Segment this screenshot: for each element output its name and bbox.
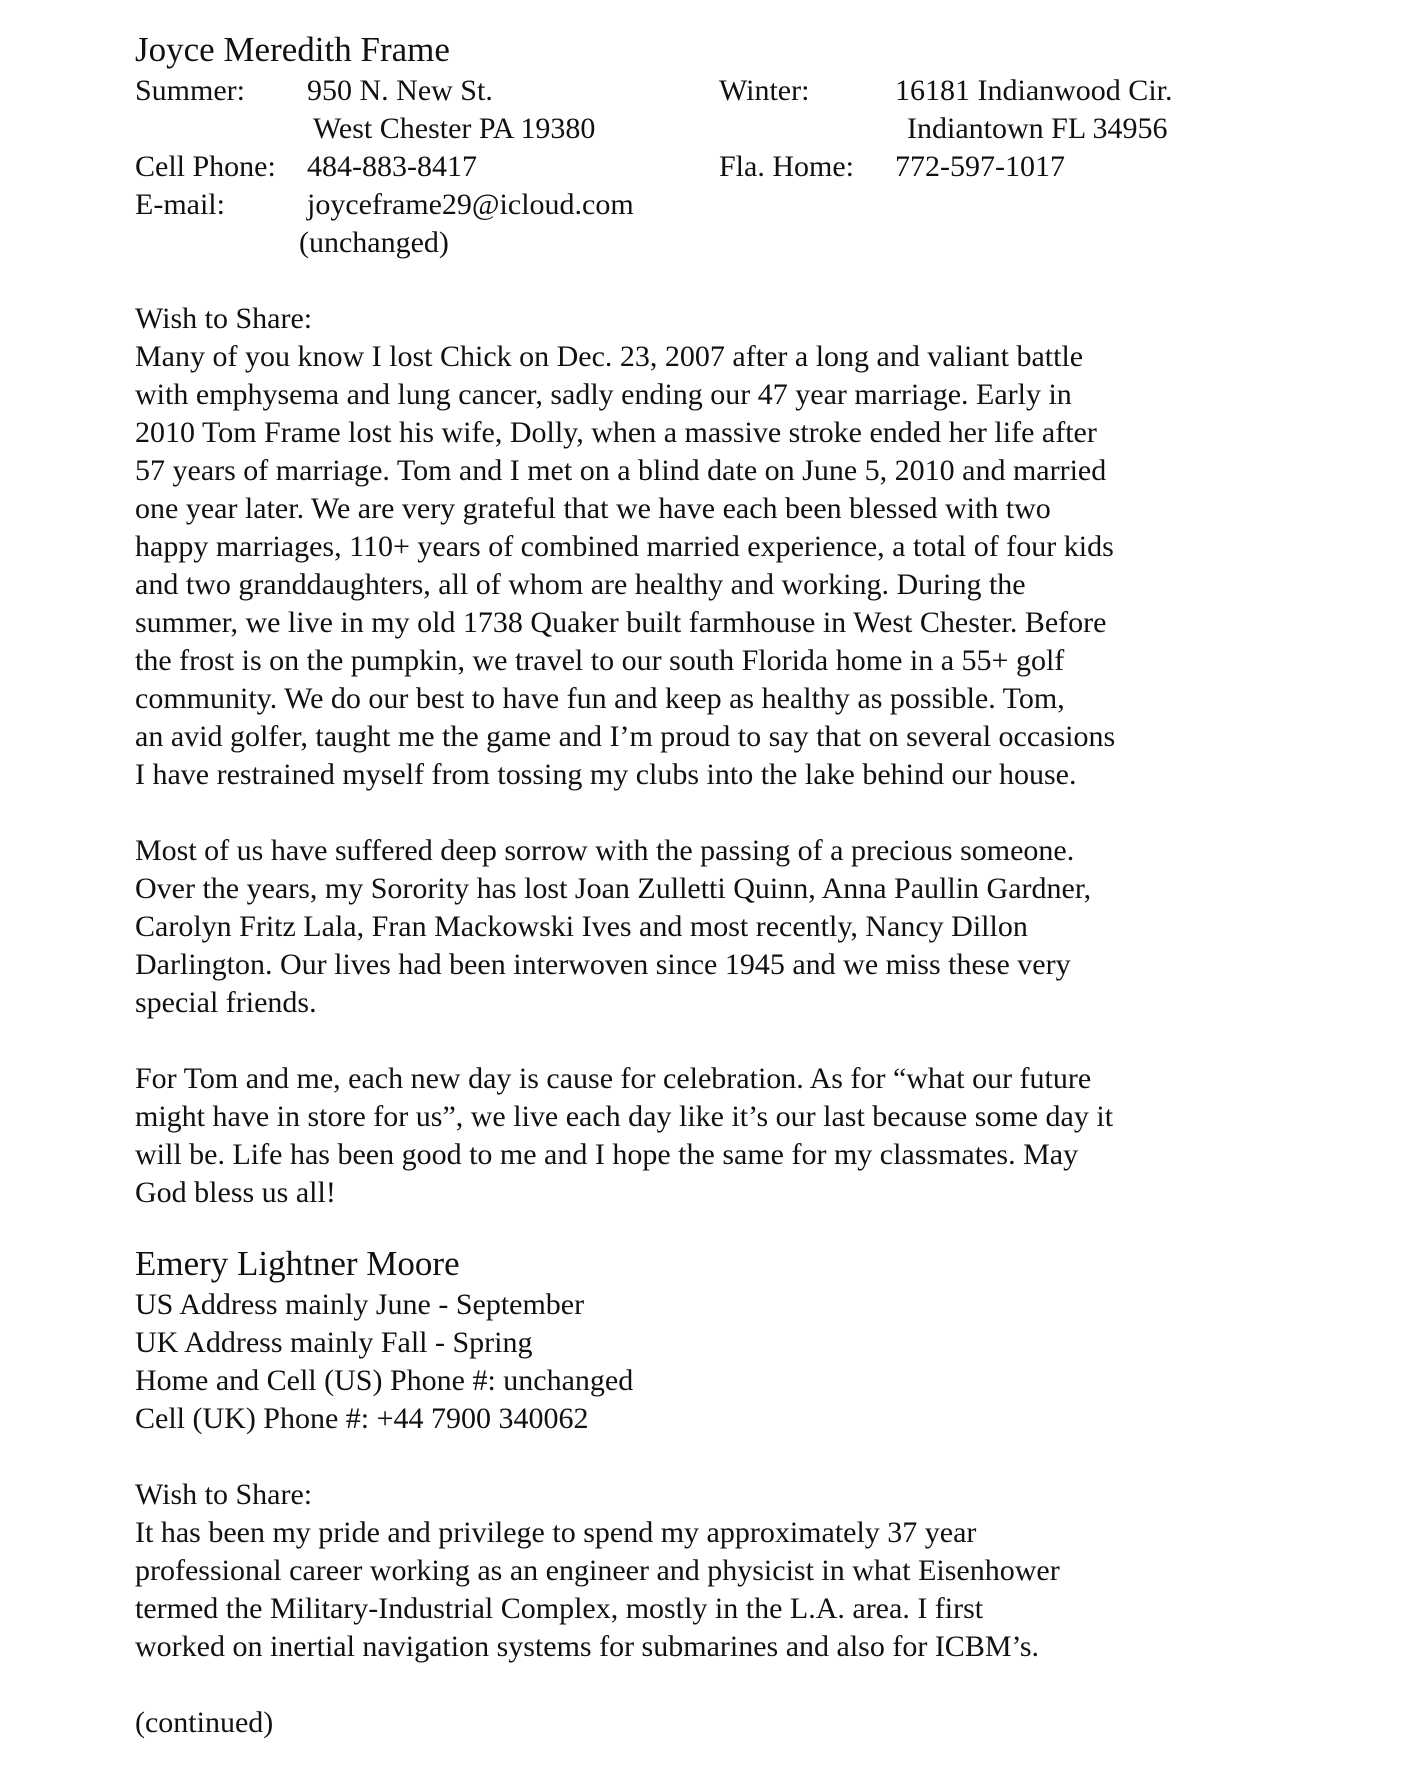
paragraph-line: I have restrained myself from tossing my clubs into the lake behind our house. <box>135 758 1077 791</box>
paragraph-line: 2010 Tom Frame lost his wife, Dolly, when a massive stroke ended her life after <box>135 416 1097 449</box>
summer-label: Summer: <box>135 74 245 107</box>
address-line2-row <box>135 110 1265 148</box>
paragraph-line: 57 years of marriage. Tom and I met on a blind date on June 5, 2010 and married <box>135 454 1107 487</box>
paragraph-line: Many of you know I lost Chick on Dec. 23, 2007 after a long and valiant battle <box>135 340 1084 373</box>
fla-home-value: 772-597-1017 <box>895 150 1065 183</box>
person1-paragraph-2 <box>135 832 1265 1022</box>
paragraph-line: might have in store for us”, we live each day like it’s our last because some day it <box>135 1100 1114 1133</box>
summer-winter-row <box>135 72 1265 110</box>
paragraph-line: an avid golfer, taught me the game and I’m proud to say that on several occasions <box>135 720 1116 753</box>
person1-wish-label: Wish to Share: <box>135 302 313 335</box>
paragraph-line: will be. Life has been good to me and I hope the same for my classmates. May <box>135 1138 1079 1171</box>
person2-address-block <box>135 1286 1265 1438</box>
paragraph-line: worked on inertial navigation systems for submarines and also for ICBM’s. <box>135 1630 1040 1663</box>
cell-phone-value: 484-883-8417 <box>307 150 477 183</box>
document-page <box>135 28 1265 1742</box>
summer-address-line2: West Chester PA 19380 <box>313 112 596 145</box>
person1-paragraph-1 <box>135 338 1265 794</box>
paragraph-line: Over the years, my Sorority has lost Joan Zulletti Quinn, Anna Paullin Gardner, <box>135 872 1092 905</box>
winter-address-line2: Indiantown FL 34956 <box>907 112 1168 145</box>
winter-address-line1: 16181 Indianwood Cir. <box>895 74 1173 107</box>
address-line: Cell (UK) Phone #: +44 7900 340062 <box>135 1402 589 1435</box>
paragraph-line: For Tom and me, each new day is cause for celebration. As for “what our future <box>135 1062 1092 1095</box>
paragraph-line: It has been my pride and privilege to spend my approximately 37 year <box>135 1516 977 1549</box>
phone-row <box>135 148 1265 186</box>
paragraph-line: and two granddaughters, all of whom are healthy and working. During the <box>135 568 1026 601</box>
email-note-row <box>135 224 1265 262</box>
paragraph-line: with emphysema and lung cancer, sadly ending our 47 year marriage. Early in <box>135 378 1072 411</box>
address-line: UK Address mainly Fall - Spring <box>135 1326 533 1359</box>
summer-address-line1: 950 N. New St. <box>307 74 493 107</box>
paragraph-line: special friends. <box>135 986 317 1019</box>
fla-home-label: Fla. Home: <box>719 150 854 183</box>
person1-paragraph-3 <box>135 1060 1265 1212</box>
paragraph-line: the frost is on the pumpkin, we travel to our south Florida home in a 55+ golf <box>135 644 1065 677</box>
paragraph-line: termed the Military-Industrial Complex, mostly in the L.A. area. I first <box>135 1592 984 1625</box>
paragraph-line: Carolyn Fritz Lala, Fran Mackowski Ives and most recently, Nancy Dillon <box>135 910 1028 943</box>
paragraph-line: Most of us have suffered deep sorrow with the passing of a precious someone. <box>135 834 1075 867</box>
paragraph-line: one year later. We are very grateful that we have each been blessed with two <box>135 492 1051 525</box>
person2-paragraph-1 <box>135 1514 1265 1666</box>
person2-wish-label: Wish to Share: <box>135 1478 313 1511</box>
paragraph-line: community. We do our best to have fun and keep as healthy as possible. Tom, <box>135 682 1065 715</box>
email-label: E-mail: <box>135 188 225 221</box>
address-line: Home and Cell (US) Phone #: unchanged <box>135 1364 634 1397</box>
winter-label: Winter: <box>719 74 810 107</box>
paragraph-line: summer, we live in my old 1738 Quaker built farmhouse in West Chester. Before <box>135 606 1107 639</box>
paragraph-line: professional career working as an engineer and physicist in what Eisenhower <box>135 1554 1060 1587</box>
paragraph-line: God bless us all! <box>135 1176 336 1209</box>
paragraph-line: happy marriages, 110+ years of combined married experience, a total of four kids <box>135 530 1114 563</box>
person1-name: Joyce Meredith Frame <box>135 30 450 69</box>
email-value: joyceframe29@icloud.com <box>307 188 634 221</box>
email-row <box>135 186 1265 224</box>
person2-name: Emery Lightner Moore <box>135 1244 460 1283</box>
paragraph-line: Darlington. Our lives had been interwoven since 1945 and we miss these very <box>135 948 1071 981</box>
email-note: (unchanged) <box>299 226 449 259</box>
cell-phone-label: Cell Phone: <box>135 150 276 183</box>
continued-note: (continued) <box>135 1706 274 1739</box>
address-line: US Address mainly June - September <box>135 1288 585 1321</box>
